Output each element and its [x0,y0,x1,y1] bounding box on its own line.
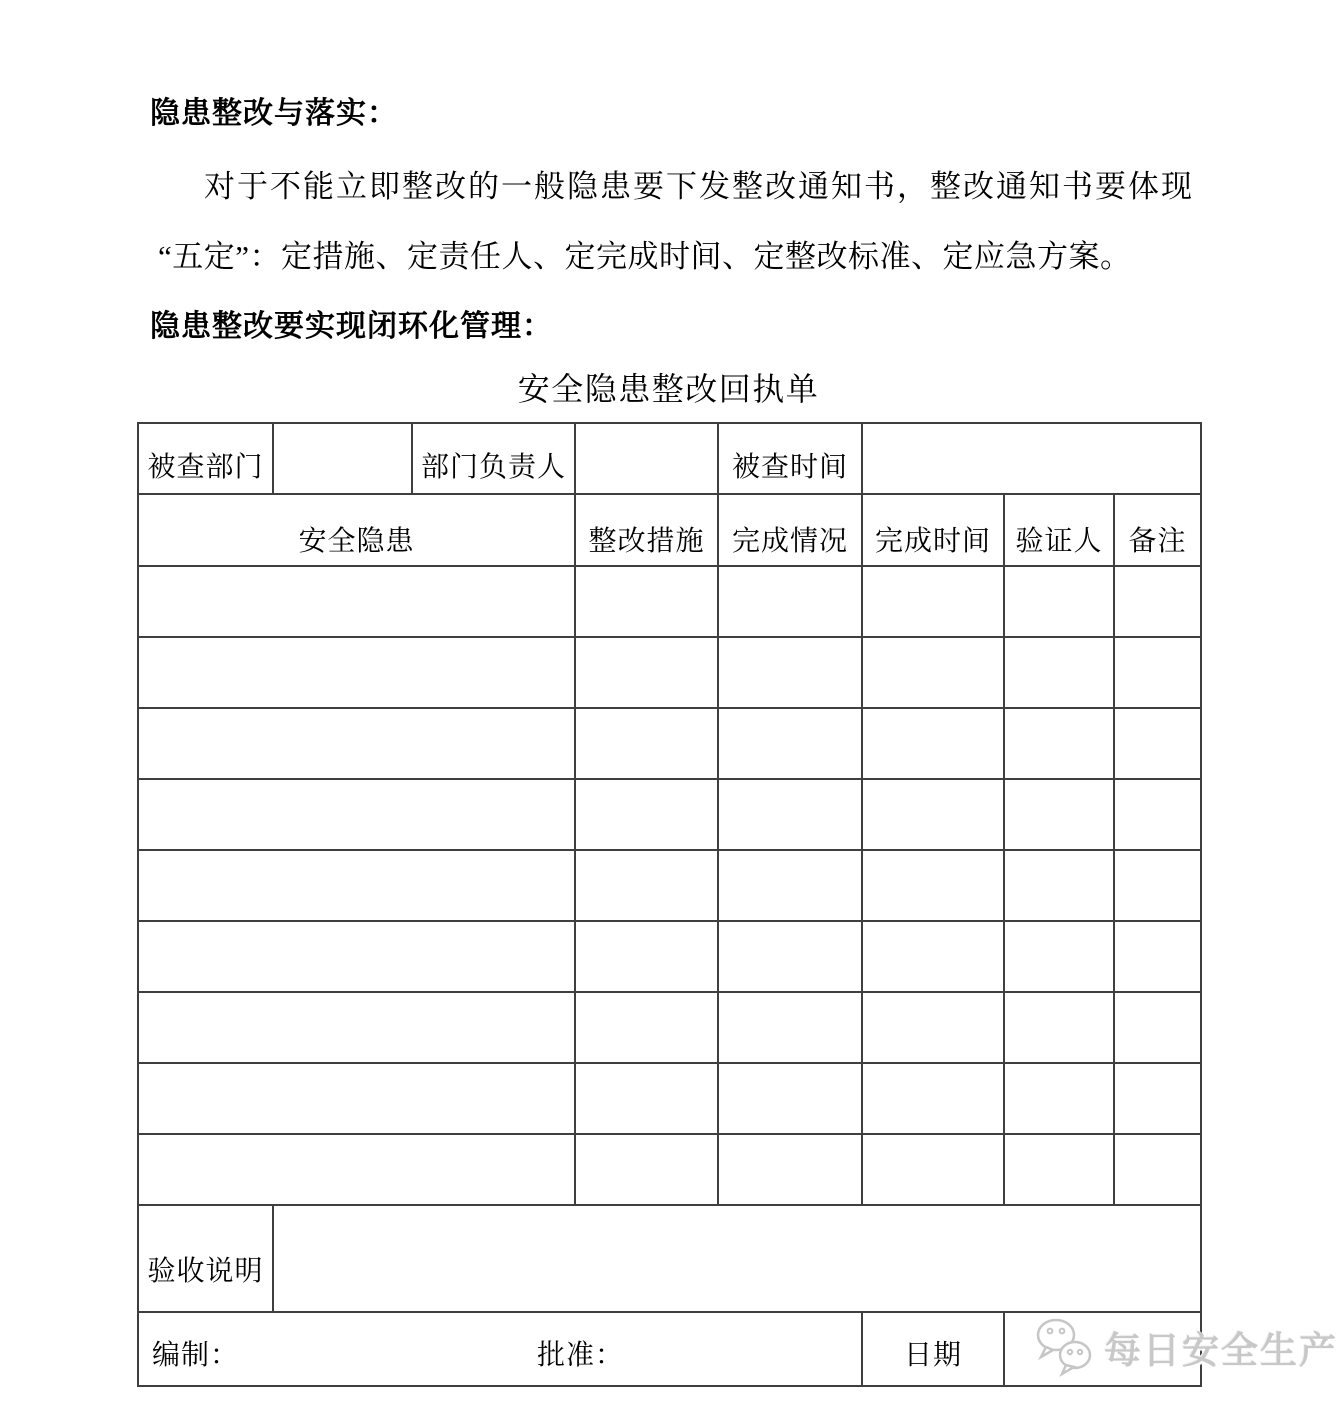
hazard-cell [138,1134,575,1205]
empty-rows-container [138,566,1201,1205]
empty-form-row [138,566,1201,637]
time-cell [862,708,1004,779]
footer-prepared-approved-cell [138,1312,862,1386]
verifier-cell [1004,1063,1114,1134]
verifier-cell [1004,637,1114,708]
hazard-cell [138,1063,575,1134]
verifier-cell [1004,992,1114,1063]
status-cell [718,637,862,708]
status-cell [718,992,862,1063]
remarks-cell [1114,921,1201,992]
heading-rectification: 隐患整改与落实： [150,97,398,130]
status-cell [718,921,862,992]
measures-cell [575,921,718,992]
hazard-cell [138,992,575,1063]
measures-cell [575,779,718,850]
manager-value-cell [575,423,718,494]
time-value-cell [862,423,1201,494]
verifier-cell [1004,1134,1114,1205]
status-cell [718,708,862,779]
remarks-cell [1114,779,1201,850]
empty-form-row [138,779,1201,850]
measures-cell [575,1063,718,1134]
watermark [1032,1310,1338,1384]
column-header-remarks: 备注 [1114,494,1201,566]
status-cell [718,850,862,921]
info-row [138,423,1201,494]
remarks-cell [1114,566,1201,637]
empty-form-row [138,1134,1201,1205]
remarks-cell [1114,637,1201,708]
verifier-cell [1004,708,1114,779]
status-cell [718,1063,862,1134]
form-title: 安全隐患整改回执单 [517,371,820,407]
dept-label: 被查部门 [138,423,273,494]
column-header-measures: 整改措施 [575,494,718,566]
acceptance-value-cell [273,1205,1201,1312]
wechat-icon [1032,1316,1098,1378]
verifier-cell [1004,850,1114,921]
column-header-verifier: 验证人 [1004,494,1114,566]
time-cell [862,566,1004,637]
paragraph-line-2: “五定”：定措施、定责任人、定完成时间、定整改标准、定应急方案。 [158,239,1132,274]
paragraph-line-1: 对于不能立即整改的一般隐患要下发整改通知书，整改通知书要体现 [204,169,1194,204]
measures-cell [575,850,718,921]
empty-form-row [138,708,1201,779]
verifier-cell [1004,779,1114,850]
manager-label: 部门负责人 [412,423,575,494]
remarks-cell [1114,850,1201,921]
column-header-hazard: 安全隐患 [138,494,575,566]
remarks-cell [1114,992,1201,1063]
column-header-time: 完成时间 [862,494,1004,566]
empty-form-row [138,637,1201,708]
empty-form-row [138,921,1201,992]
time-cell [862,921,1004,992]
measures-cell [575,992,718,1063]
measures-cell [575,637,718,708]
acceptance-label: 验收说明 [138,1205,273,1312]
dept-value-cell [273,423,412,494]
hazard-cell [138,850,575,921]
status-cell [718,1134,862,1205]
hazard-cell [138,779,575,850]
remarks-cell [1114,1063,1201,1134]
time-cell [862,1063,1004,1134]
time-cell [862,1134,1004,1205]
status-cell [718,566,862,637]
column-header-status: 完成情况 [718,494,862,566]
measures-cell [575,708,718,779]
watermark-text: 每日安全生产 [1104,1330,1338,1371]
verifier-cell [1004,921,1114,992]
date-label: 日期 [862,1312,1004,1386]
acceptance-row [138,1205,1201,1312]
approved-label: 批准： [537,1340,625,1371]
verifier-cell [1004,566,1114,637]
hazard-cell [138,708,575,779]
time-cell [862,637,1004,708]
time-cell [862,850,1004,921]
time-cell [862,779,1004,850]
heading-closed-loop: 隐患整改要实现闭环化管理： [150,310,553,343]
empty-form-row [138,992,1201,1063]
hazard-cell [138,921,575,992]
empty-form-row [138,1063,1201,1134]
remarks-cell [1114,708,1201,779]
measures-cell [575,1134,718,1205]
status-cell [718,779,862,850]
time-cell [862,992,1004,1063]
time-label: 被查时间 [718,423,862,494]
remarks-cell [1114,1134,1201,1205]
hazard-cell [138,637,575,708]
measures-cell [575,566,718,637]
hazard-cell [138,566,575,637]
rectification-form-table [137,422,1202,1387]
column-header-row [138,494,1201,566]
empty-form-row [138,850,1201,921]
prepared-label: 编制： [152,1340,240,1371]
